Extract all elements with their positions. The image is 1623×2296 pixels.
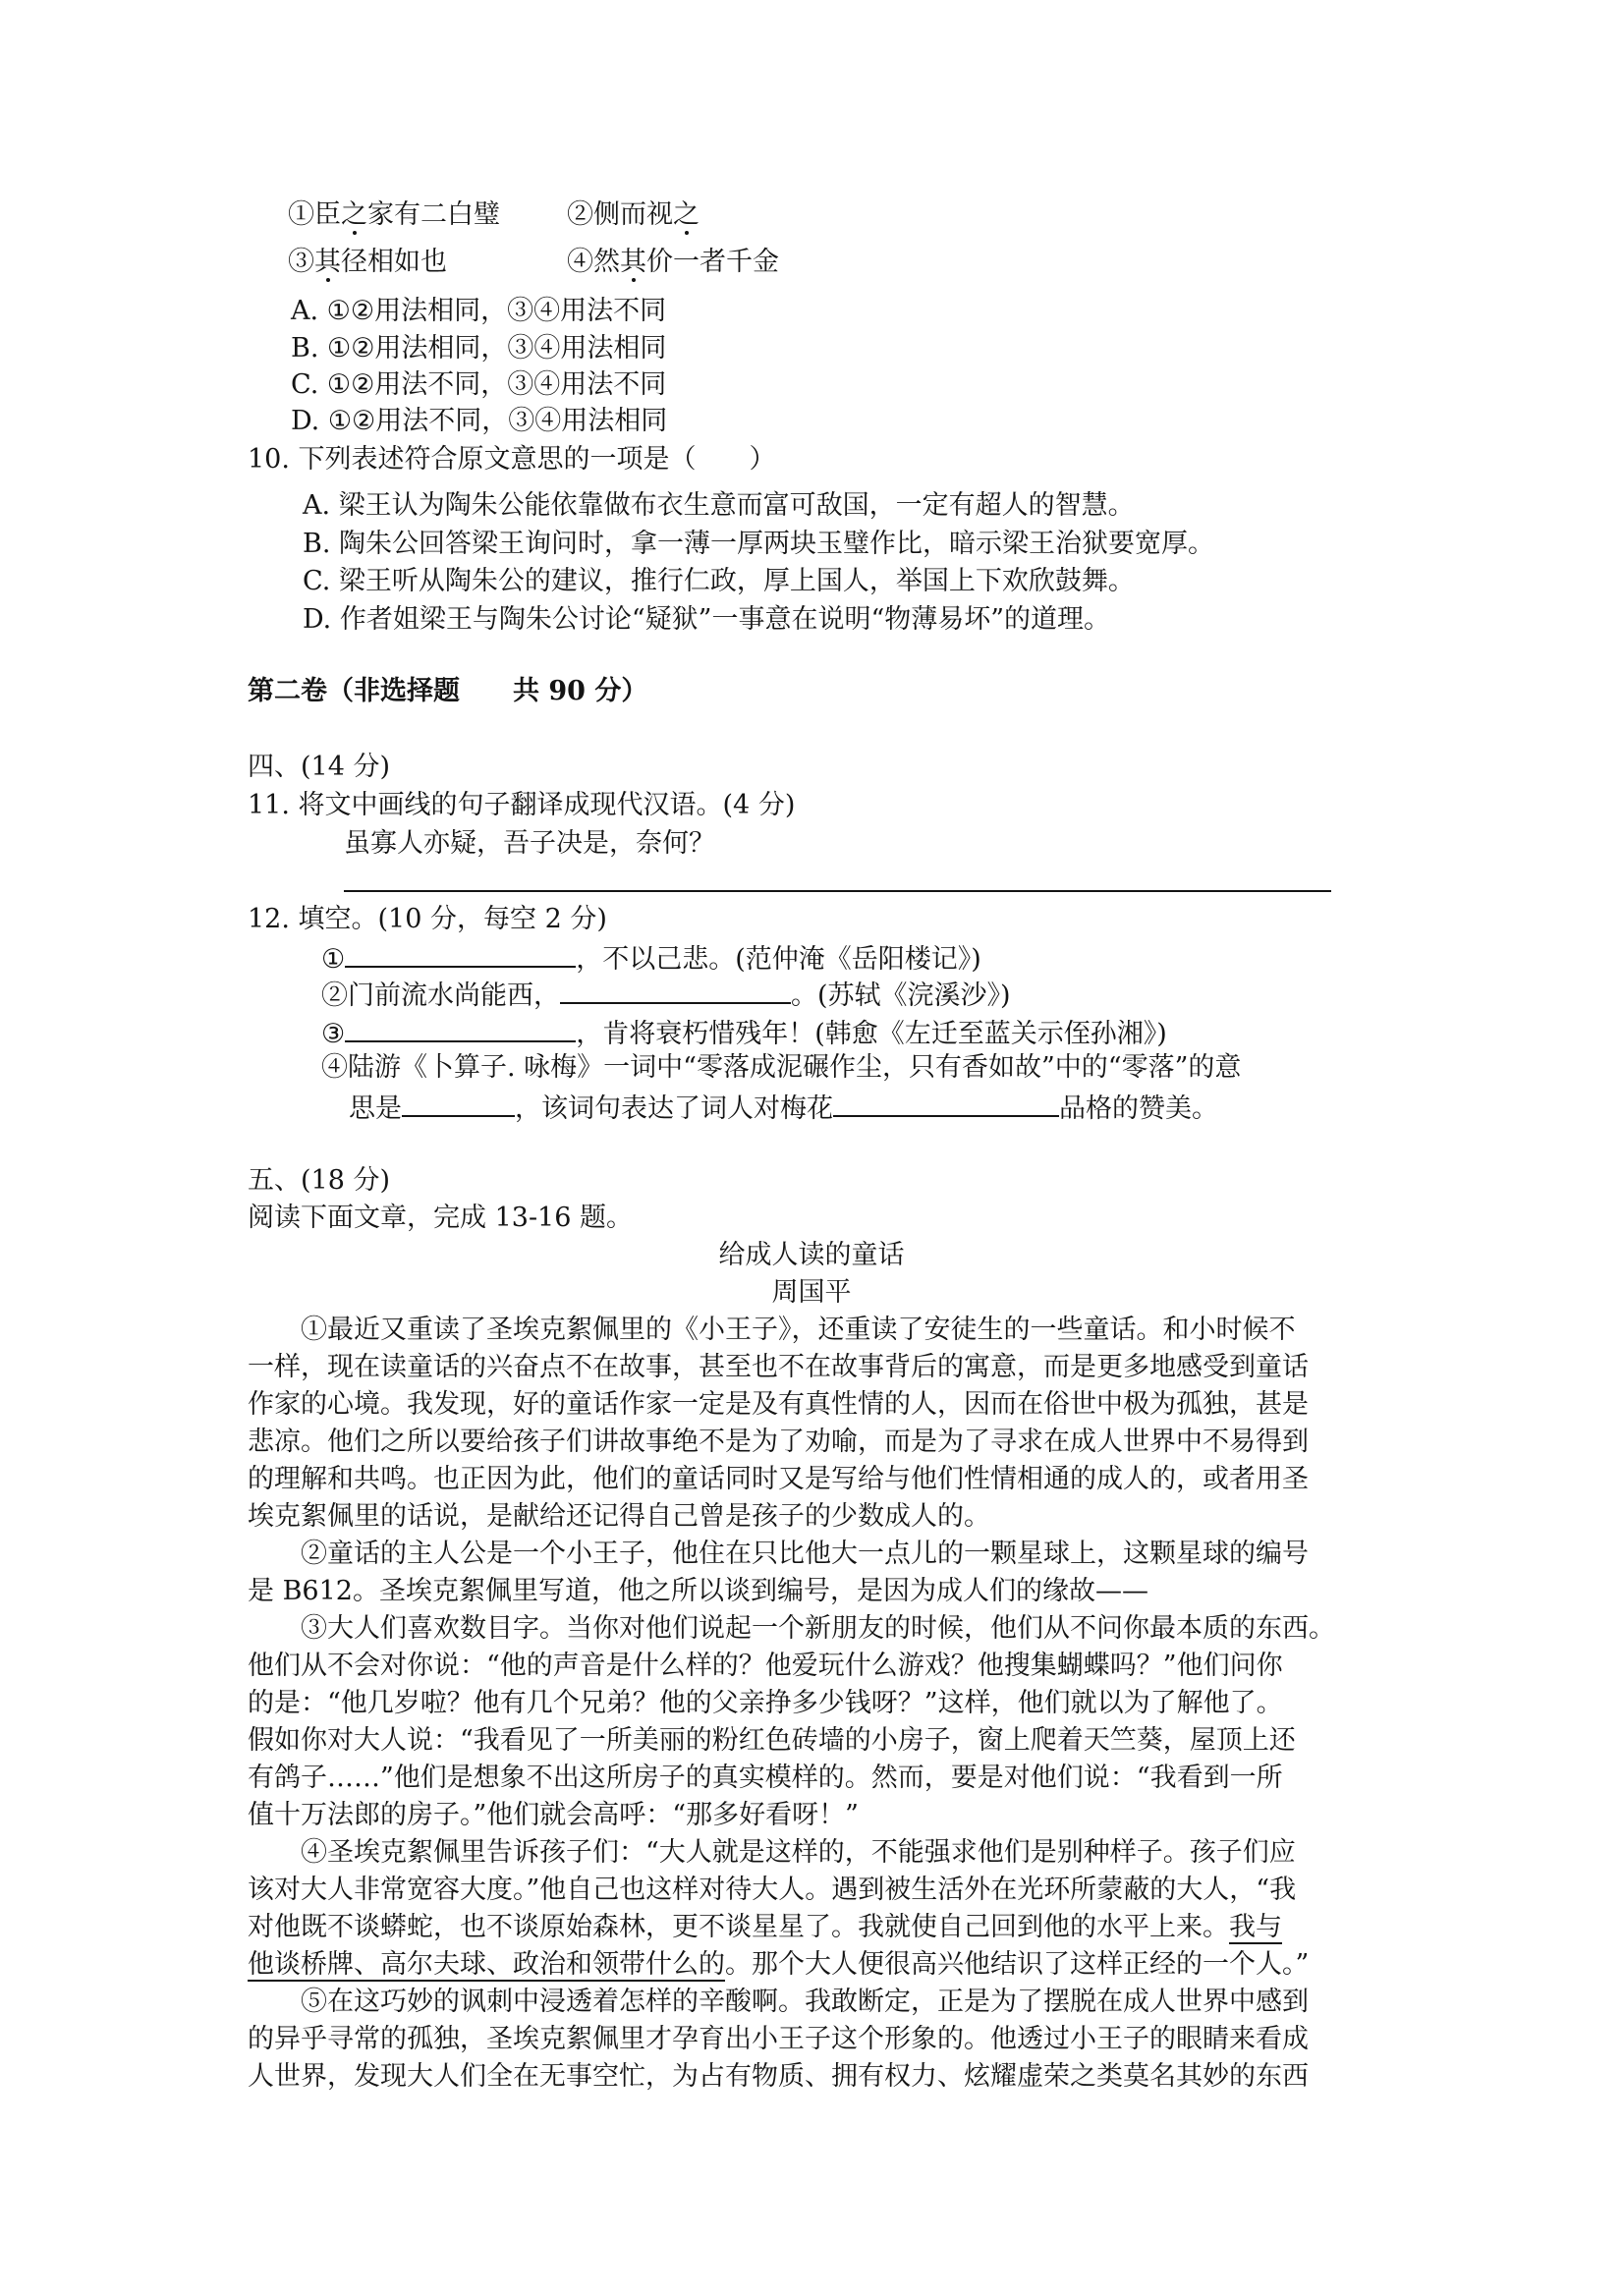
fill-blank <box>560 975 791 1004</box>
paragraph-line: ⑤在这巧妙的讽刺中浸透着怎样的辛酸啊。我敢断定，正是为了摆脱在成人世界中感到 <box>301 1987 1309 2017</box>
paragraph-line: 有鸽子……”他们是想象不出这所房子的真实模样的。然而，要是对他们说：“我看到一所 <box>248 1763 1283 1793</box>
q9-row1-item1: ①臣之家有二白璧 <box>288 199 500 230</box>
paragraph-line: 对他既不谈蟒蛇，也不谈原始森林，更不谈星星了。我就使自己回到他的水平上来。我与 <box>248 1912 1282 1942</box>
paragraph-line: 的是：“他几岁啦？他有几个兄弟？他的父亲挣多少钱呀？”这样，他们就以为了解他了。 <box>248 1688 1283 1718</box>
paragraph-line: 值十万法郎的房子。”他们就会高呼：“那多好看呀！” <box>248 1800 859 1830</box>
q12-line4: ④陆游《卜算子. 咏梅》一词中“零落成泥碾作尘，只有香如故”中的“零落”的意 <box>321 1052 1242 1083</box>
paragraph-line: 的理解和共鸣。也正因为此，他们的童话同时又是写给与他们性情相通的成人的，或者用圣 <box>248 1464 1309 1494</box>
fill-blank <box>833 1088 1059 1117</box>
emphasis-dot-char: 之 <box>341 199 367 230</box>
emphasis-dot-char: 其 <box>620 247 646 277</box>
q9-option-c: C. ①②用法不同，③④用法不同 <box>291 369 667 400</box>
emphasis-dot-char: 之 <box>673 199 700 230</box>
q10-option-a: A. 梁王认为陶朱公能依靠做布衣生意而富可敌国，一定有超人的智慧。 <box>303 490 1135 521</box>
paragraph-line: 他谈桥牌、高尔夫球、政治和领带什么的。那个大人便很高兴他结识了这样正经的一个人。” <box>248 1949 1310 1980</box>
paragraph-line: ②童话的主人公是一个小王子，他住在只比他大一点儿的一颗星球上，这颗星球的编号 <box>301 1539 1309 1569</box>
q9-row2-item3: ③其径相如也 <box>288 247 447 277</box>
paragraph-line: 的异乎寻常的孤独，圣埃克絮佩里才孕育出小王子这个形象的。他透过小王子的眼睛来看成 <box>248 2024 1309 2054</box>
q12-blank3-line: ③ ，肯将衰朽惜残年！(韩愈《左迁至蓝关示侄孙湘》) <box>321 1013 1167 1052</box>
underlined-phrase: 我与 <box>1229 1912 1282 1942</box>
paragraph-line: 一样，现在读童话的兴奋点不在故事，甚至也不在故事背后的寓意，而是更多地感受到童话 <box>248 1352 1309 1382</box>
paragraph-line: 悲凉。他们之所以要给孩子们讲故事绝不是为了劝喻，而是为了寻求在成人世界中不易得到 <box>248 1427 1309 1457</box>
paragraph-line: 他们从不会对你说：“他的声音是什么样的？他爱玩什么游戏？他搜集蝴蝶吗？”他们问你 <box>248 1651 1283 1681</box>
article-author: 周国平 <box>771 1277 852 1308</box>
q9-row2-item4: ④然其价一者千金 <box>567 247 779 277</box>
article-title: 给成人读的童话 <box>718 1240 905 1270</box>
fill-blank <box>402 1088 515 1117</box>
paragraph-line: 作家的心境。我发现，好的童话作家一定是及有真性情的人，因而在俗世中极为孤独，甚是 <box>248 1389 1309 1420</box>
paragraph-line: 该对大人非常宽容大度。”他自己也这样对待大人。遇到被生活外在光环所蒙蔽的大人，“我 <box>248 1875 1297 1905</box>
q11-answer-line <box>344 890 1331 892</box>
q10-option-c: C. 梁王听从陶朱公的建议，推行仁政，厚上国人，举国上下欢欣鼓舞。 <box>303 566 1135 596</box>
paragraph-line: 是 B612。圣埃克絮佩里写道，他之所以谈到编号，是因为成人们的缘故—— <box>248 1576 1148 1606</box>
fill-blank <box>345 938 576 968</box>
q9-option-b: B. ①②用法相同，③④用法相同 <box>291 333 667 364</box>
section5-heading: 五、(18 分) <box>248 1165 391 1196</box>
paragraph-line: 埃克絮佩里的话说，是献给还记得自己曾是孩子的少数成人的。 <box>248 1501 990 1532</box>
q12-stem: 12. 填空。(10 分，每空 2 分) <box>248 904 607 934</box>
q10-option-b: B. 陶朱公回答梁王询问时，拿一薄一厚两块玉璧作比，暗示梁王治狱要宽厚。 <box>303 529 1215 559</box>
q12-line5: 思是 ，该词句表达了词人对梅花 品格的赞美。 <box>349 1088 1218 1127</box>
paragraph-line: ③大人们喜欢数目字。当你对他们说起一个新朋友的时候，他们从不问你最本质的东西。 <box>301 1613 1335 1644</box>
paragraph-line: 人世界，发现大人们全在无事空忙，为占有物质、拥有权力、炫耀虚荣之类莫名其妙的东西 <box>248 2061 1309 2092</box>
part2-title: 第二卷（非选择题 共 90 分） <box>248 676 648 706</box>
q11-stem: 11. 将文中画线的句子翻译成现代汉语。(4 分) <box>248 790 796 820</box>
emphasis-dot-char: 其 <box>314 247 341 277</box>
q12-blank1-line: ① ，不以己悲。(范仲淹《岳阳楼记》) <box>321 938 981 978</box>
q9-option-d: D. ①②用法不同，③④用法相同 <box>291 406 668 436</box>
section4-heading: 四、(14 分) <box>248 752 391 782</box>
underlined-phrase: 他谈桥牌、高尔夫球、政治和领带什么的 <box>248 1949 725 1980</box>
paragraph-line: ④圣埃克絮佩里告诉孩子们：“大人就是这样的，不能强求他们是别种样子。孩子们应 <box>301 1837 1296 1868</box>
q10-stem: 10. 下列表述符合原文意思的一项是（ ） <box>248 444 776 475</box>
q10-option-d: D. 作者姐梁王与陶朱公讨论“疑狱”一事意在说明“物薄易坏”的道理。 <box>303 604 1111 635</box>
q9-row1-item2: ②侧而视之 <box>567 199 700 230</box>
section5-instruction: 阅读下面文章，完成 13-16 题。 <box>248 1203 634 1233</box>
fill-blank <box>345 1013 576 1042</box>
q9-option-a: A. ①②用法相同，③④用法不同 <box>291 296 667 326</box>
paragraph-line: 假如你对大人说：“我看见了一所美丽的粉红色砖墙的小房子，窗上爬着天竺葵，屋顶上还 <box>248 1725 1296 1756</box>
q11-sentence: 虽寡人亦疑，吾子决是，奈何？ <box>344 828 715 859</box>
paragraph-line: ①最近又重读了圣埃克絮佩里的《小王子》，还重读了安徒生的一些童话。和小时候不 <box>301 1315 1296 1345</box>
q12-blank2-line: ②门前流水尚能西， 。(苏轼《浣溪沙》) <box>321 975 1011 1014</box>
